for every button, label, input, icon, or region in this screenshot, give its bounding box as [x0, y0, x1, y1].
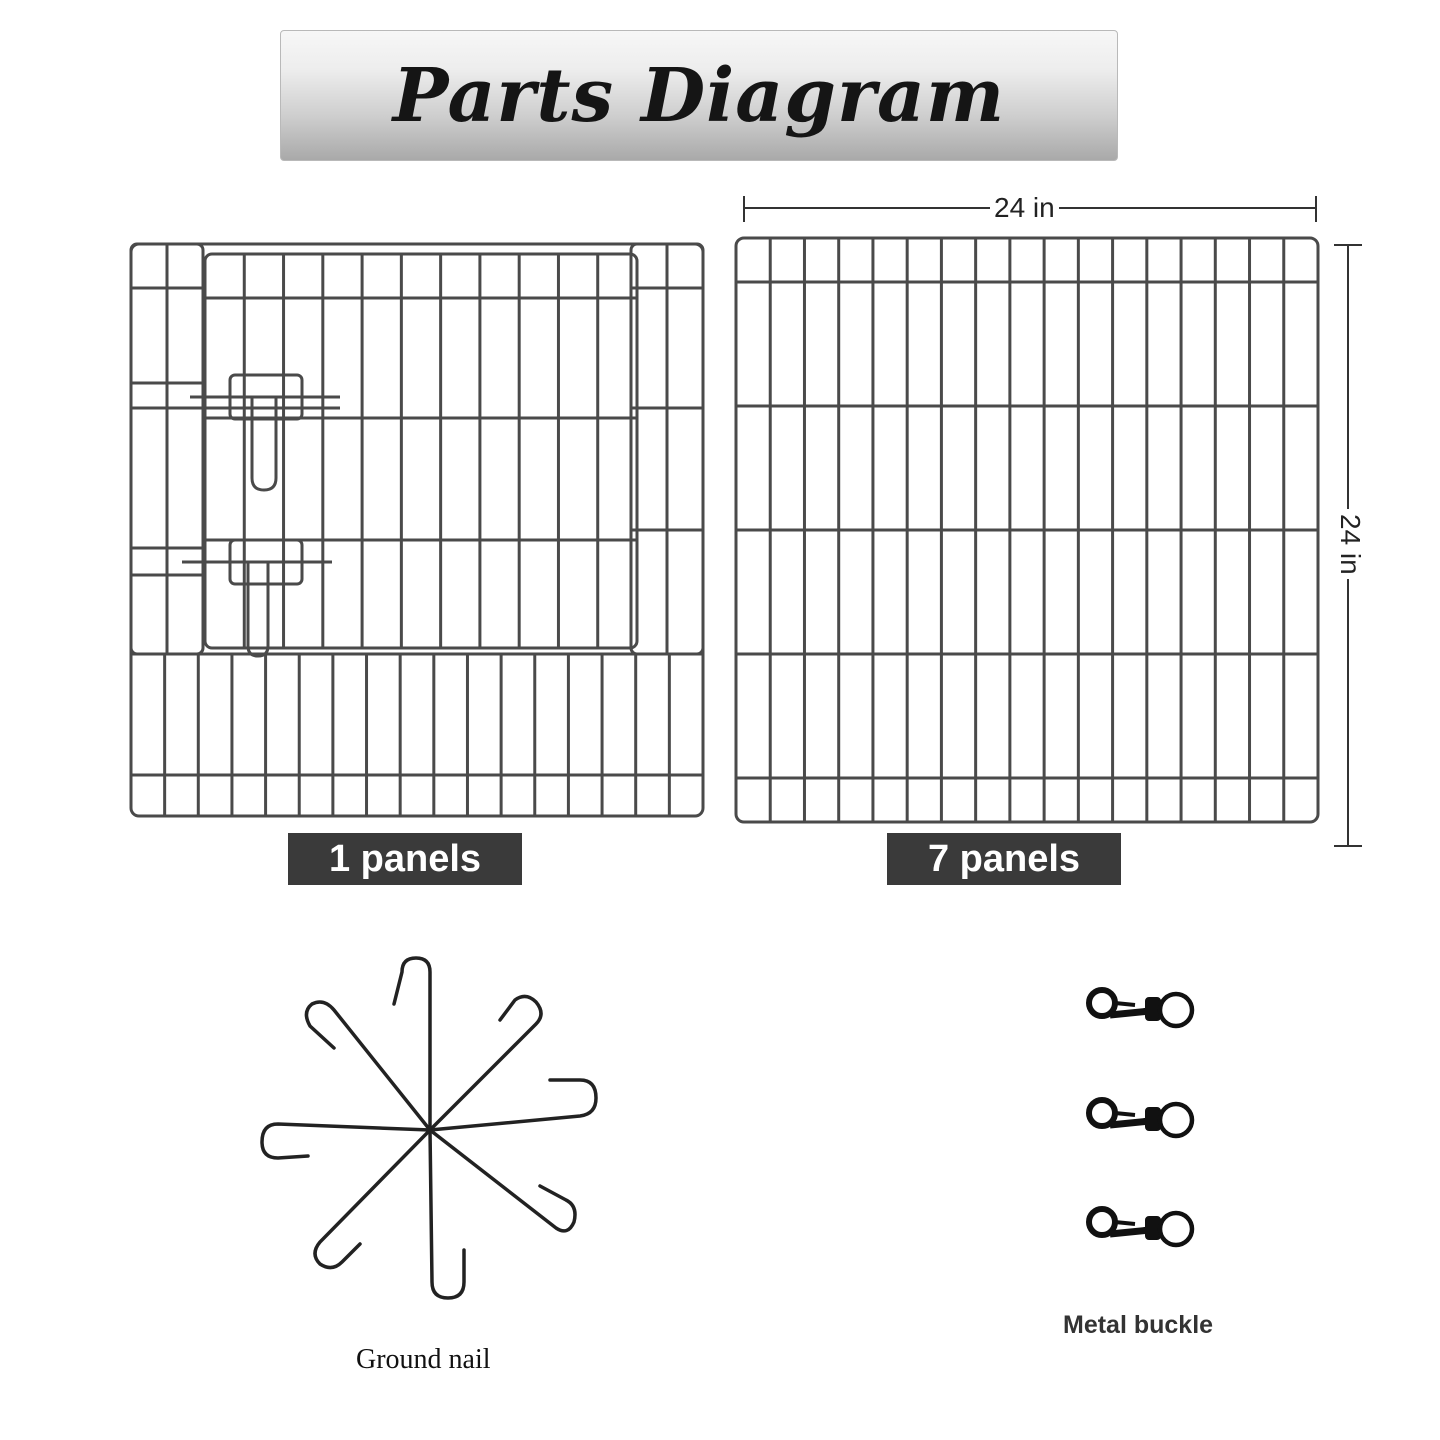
page-title: Parts Diagram	[392, 52, 1006, 139]
fence-panel-illustration	[736, 238, 1318, 822]
width-dimension-label: 24 in	[990, 192, 1059, 224]
fence-panel-count-label: 7 panels	[887, 833, 1121, 885]
ground-nail-illustration	[262, 958, 596, 1298]
metal-buckle-caption: Metal buckle	[1063, 1311, 1214, 1339]
gate-panel-illustration	[131, 244, 703, 816]
height-dimension-label: 24 in	[1334, 509, 1366, 579]
metal-buckle-illustration	[1089, 990, 1192, 1245]
ground-nail-caption: Ground nail	[356, 1344, 491, 1375]
gate-panel-count-label: 1 panels	[288, 833, 522, 885]
